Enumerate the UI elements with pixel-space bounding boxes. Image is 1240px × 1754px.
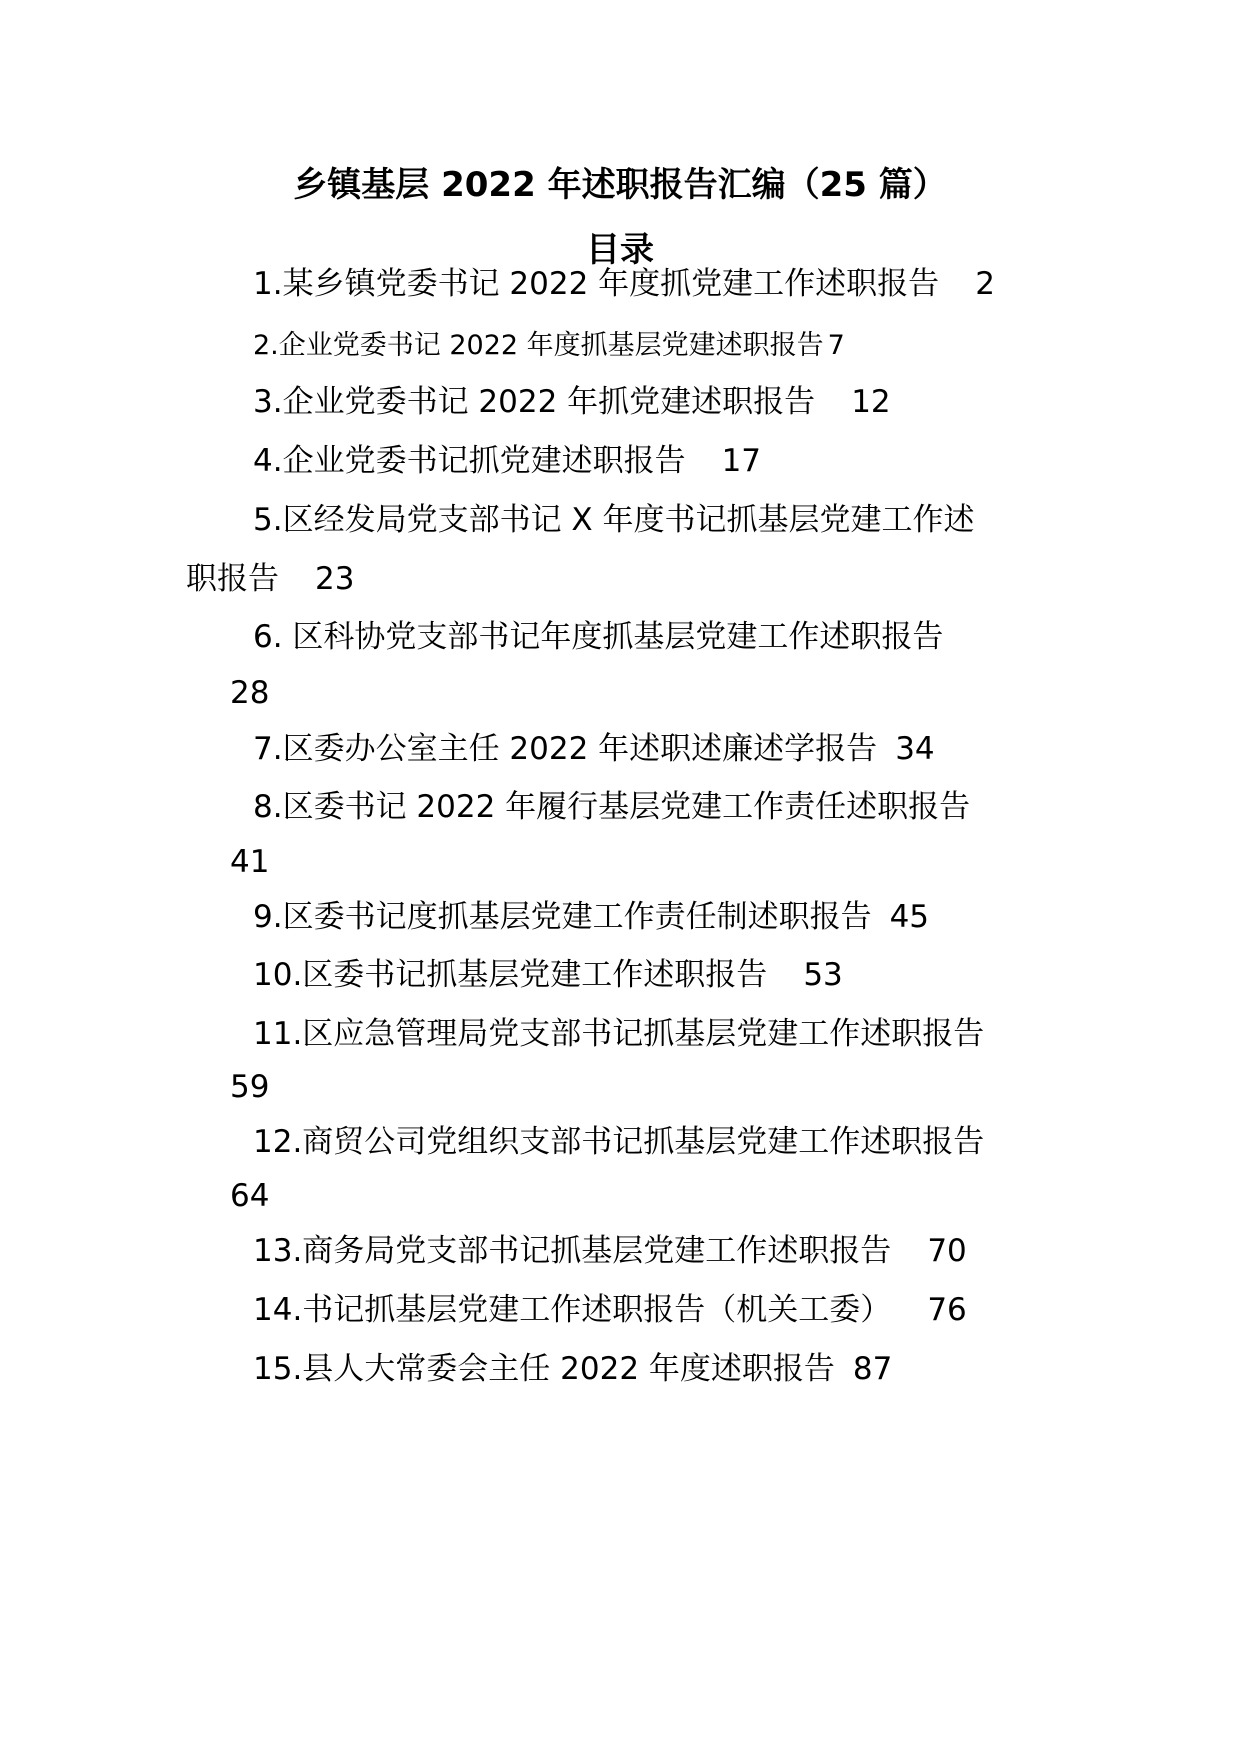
toc-entry-1[interactable] xyxy=(253,262,995,306)
toc-entry-11[interactable] xyxy=(253,1012,984,1056)
toc-entry-9[interactable] xyxy=(253,895,929,939)
toc-entry-7[interactable] xyxy=(253,727,935,771)
toc-entry-8-page-line[interactable] xyxy=(230,840,269,884)
toc-entry-14[interactable] xyxy=(253,1288,967,1332)
toc-entry-text: 5.区经发局党支部书记 X 年度书记抓基层党建工作述 xyxy=(253,502,975,538)
toc-entry-text: 15.县人大常委会主任 2022 年度述职报告 xyxy=(253,1351,835,1387)
toc-entry-text: 2.企业党委书记 2022 年度抓基层党建述职报告 xyxy=(253,330,824,361)
toc-entry-text: 6. 区科协党支部书记年度抓基层党建工作述职报告 xyxy=(253,619,944,655)
toc-entry-8[interactable] xyxy=(253,785,970,829)
toc-entry-4[interactable] xyxy=(253,439,761,483)
toc-entry-page: 70 xyxy=(927,1233,967,1269)
toc-entry-page: 28 xyxy=(230,675,270,711)
toc-entry-page: 23 xyxy=(315,561,355,597)
toc-entry-2[interactable] xyxy=(253,324,845,368)
toc-entry-page: 87 xyxy=(852,1351,893,1387)
document-title: 乡镇基层 2022 年述职报告汇编（25 篇） xyxy=(293,165,947,205)
toc-entry-page: 7 xyxy=(827,330,845,361)
toc-entry-5[interactable] xyxy=(253,498,975,542)
toc-entry-page: 64 xyxy=(230,1178,270,1214)
toc-entry-13[interactable] xyxy=(253,1229,967,1273)
toc-entry-text: 13.商务局党支部书记抓基层党建工作述职报告 xyxy=(253,1233,892,1269)
toc-entry-text: 1.某乡镇党委书记 2022 年度抓党建工作述职报告 xyxy=(253,266,940,302)
toc-entry-text: 3.企业党委书记 2022 年抓党建述职报告 xyxy=(253,384,816,420)
toc-entry-6[interactable] xyxy=(253,615,943,659)
toc-entry-5-continued[interactable] xyxy=(186,557,354,601)
toc-entry-text: 7.区委办公室主任 2022 年述职述廉述学报告 xyxy=(253,731,878,767)
toc-entry-text: 14.书记抓基层党建工作述职报告（机关工委） xyxy=(253,1292,892,1328)
toc-entry-text: 8.区委书记 2022 年履行基层党建工作责任述职报告 xyxy=(253,789,971,825)
toc-entry-page: 12 xyxy=(851,384,891,420)
toc-entry-page: 2 xyxy=(975,266,995,302)
toc-entry-page: 45 xyxy=(889,899,930,935)
toc-entry-page: 59 xyxy=(230,1069,270,1105)
toc-entry-text: 10.区委书记抓基层党建工作述职报告 xyxy=(253,957,768,993)
toc-entry-text: 12.商贸公司党组织支部书记抓基层党建工作述职报告 xyxy=(253,1124,985,1160)
toc-entry-page: 17 xyxy=(721,443,762,479)
toc-entry-page: 41 xyxy=(230,844,270,880)
toc-entry-text: 11.区应急管理局党支部书记抓基层党建工作述职报告 xyxy=(253,1016,985,1052)
toc-entry-10[interactable] xyxy=(253,953,843,997)
toc-entry-text: 9.区委书记度抓基层党建工作责任制述职报告 xyxy=(253,899,872,935)
toc-entry-11-page-line[interactable] xyxy=(230,1065,269,1109)
toc-heading: 目录 xyxy=(586,230,654,270)
toc-entry-text: 4.企业党委书记抓党建述职报告 xyxy=(253,443,686,479)
toc-entry-page: 76 xyxy=(927,1292,967,1328)
toc-entry-3[interactable] xyxy=(253,380,891,424)
toc-entry-15[interactable] xyxy=(253,1347,892,1391)
toc-entry-text: 职报告 xyxy=(186,561,279,597)
toc-entry-page: 34 xyxy=(895,731,935,767)
toc-entry-page: 53 xyxy=(803,957,843,993)
toc-entry-6-page-line[interactable] xyxy=(230,671,269,715)
toc-entry-12-page-line[interactable] xyxy=(230,1174,269,1218)
toc-entry-12[interactable] xyxy=(253,1120,984,1164)
